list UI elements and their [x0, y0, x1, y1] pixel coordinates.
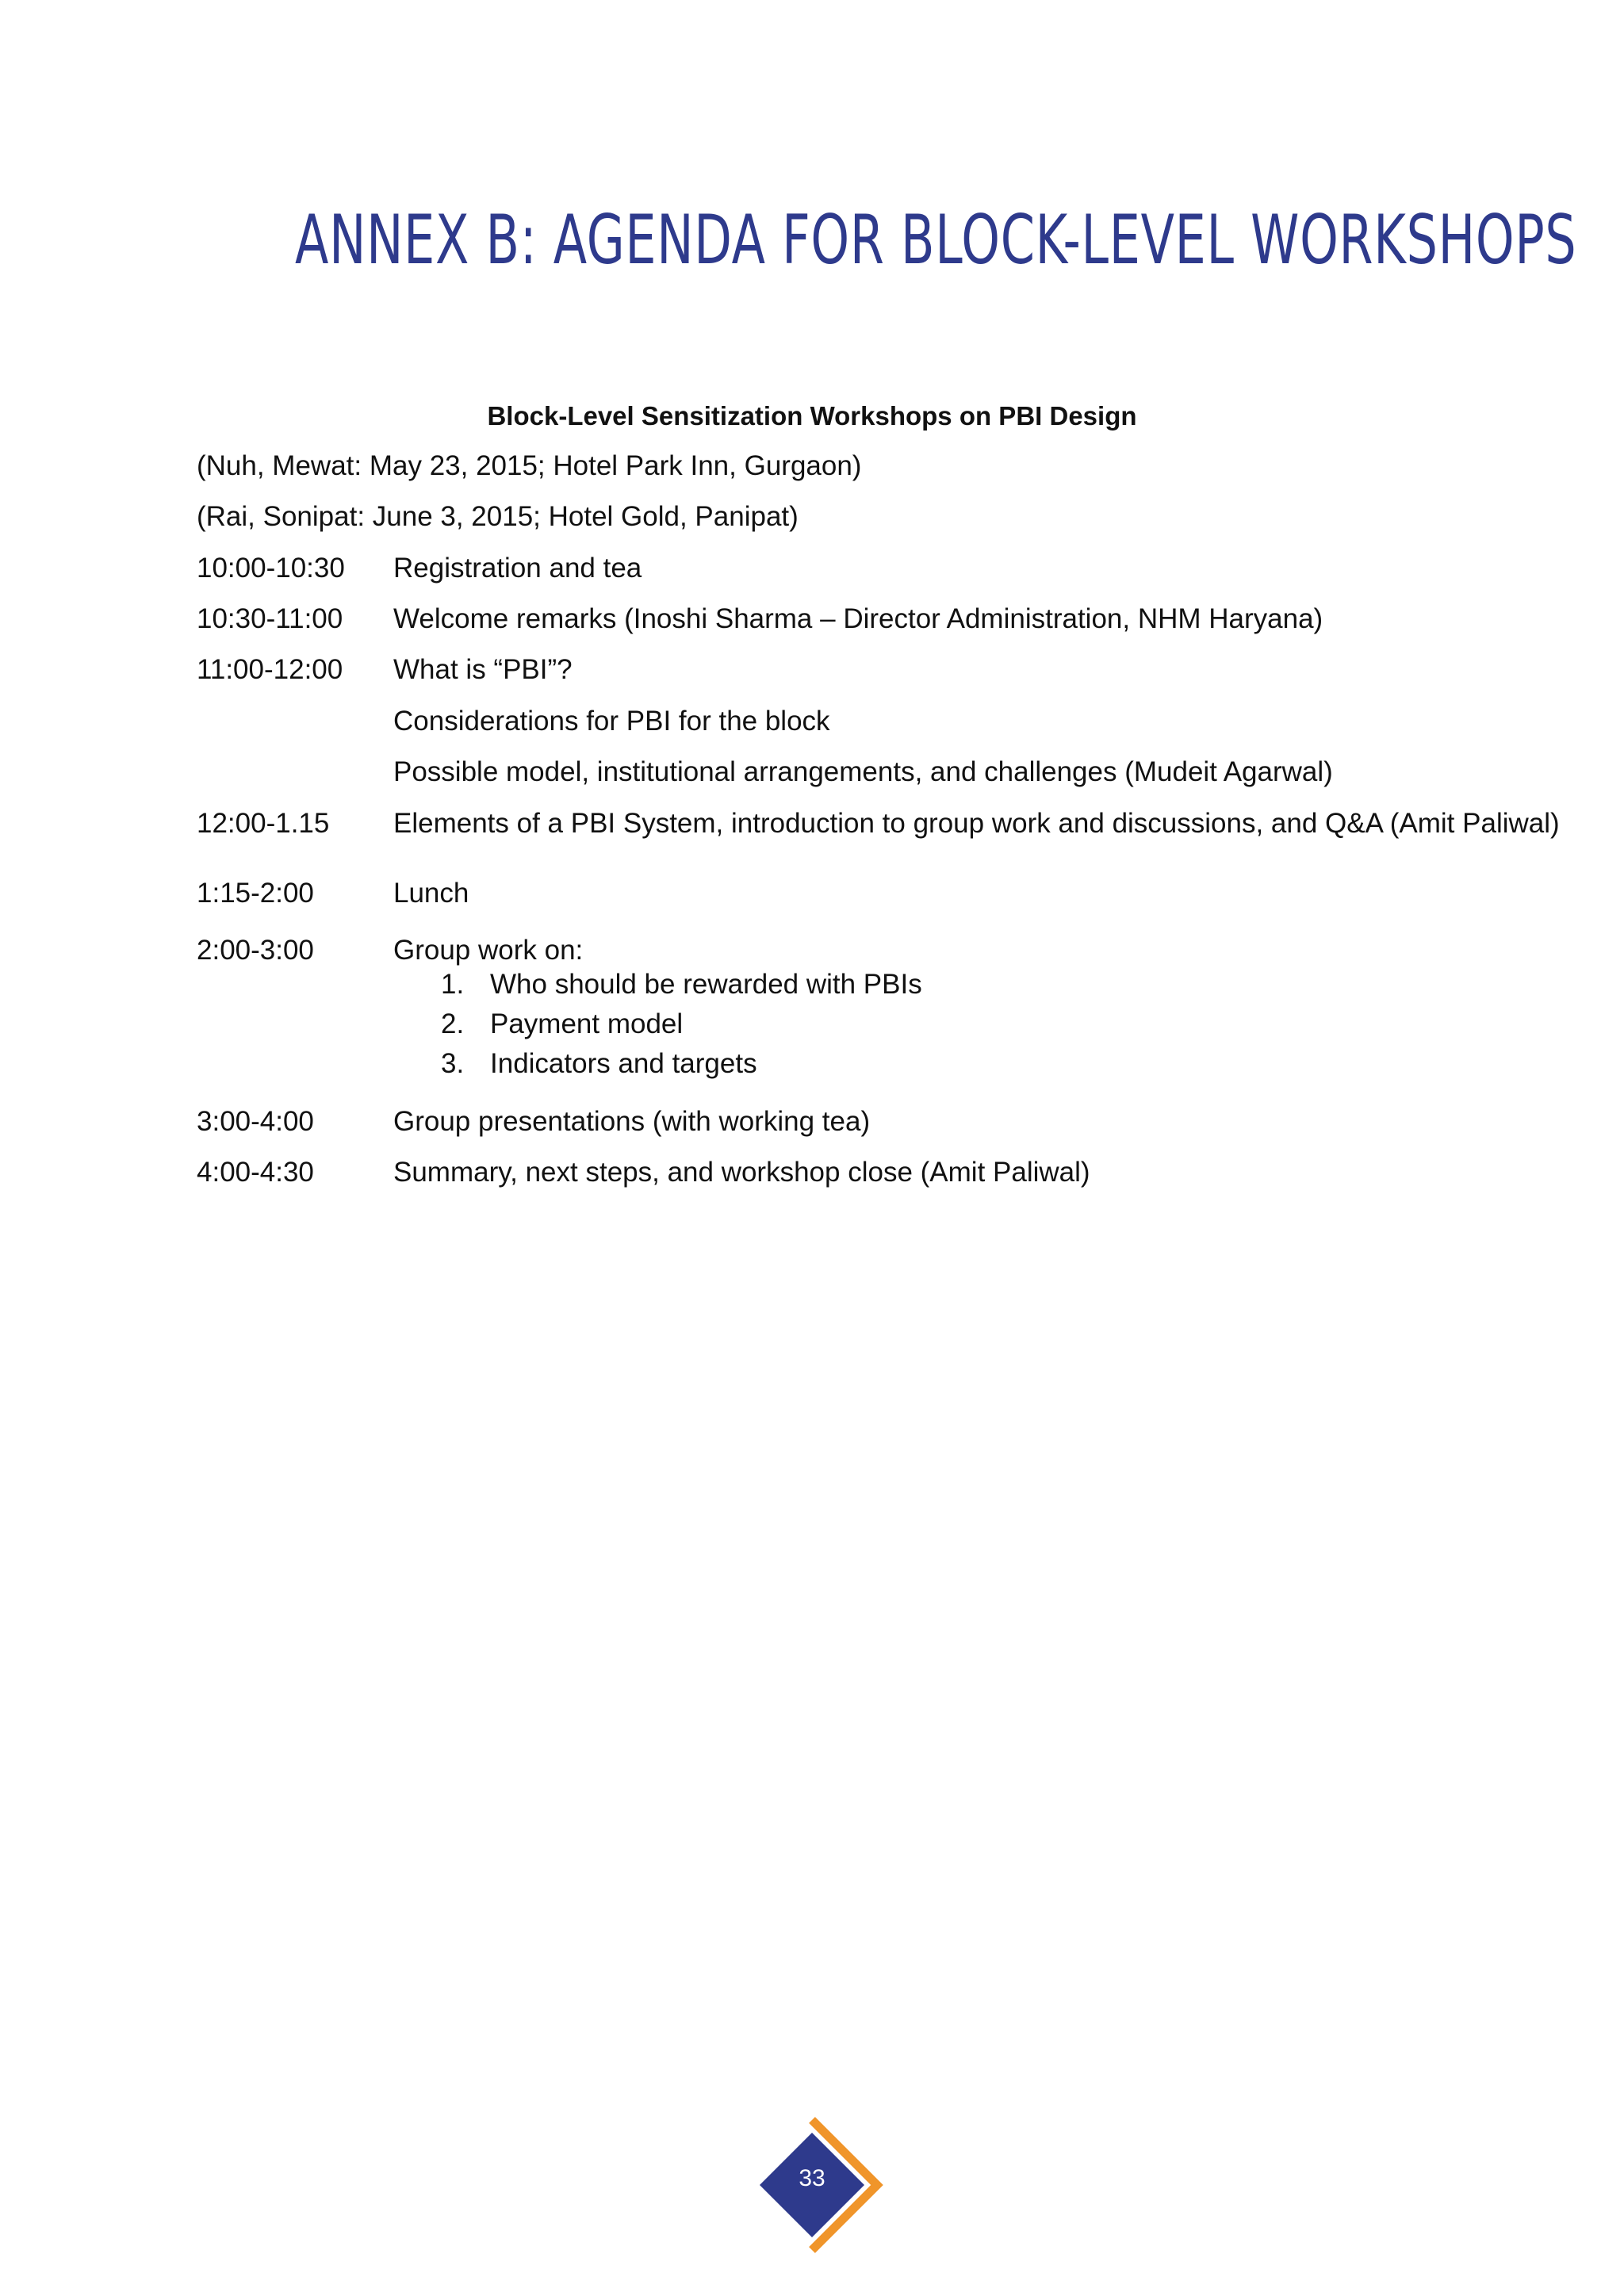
- agenda-time: 10:30-11:00: [197, 603, 343, 634]
- venue-line-1: (Nuh, Mewat: May 23, 2015; Hotel Park Inn, Gurgaon): [197, 450, 862, 481]
- venue-line-2: (Rai, Sonipat: June 3, 2015; Hotel Gold, Panipat): [197, 501, 799, 532]
- agenda-description: Welcome remarks (Inoshi Sharma – Director Administration, NHM Haryana): [393, 603, 1323, 634]
- agenda-time: 11:00-12:00: [197, 654, 343, 685]
- list-number: 2.: [441, 1008, 465, 1039]
- agenda-description: Lunch: [393, 878, 469, 909]
- agenda-time: 3:00-4:00: [197, 1106, 314, 1137]
- agenda-description: What is “PBI”?: [393, 654, 573, 685]
- agenda-time: 2:00-3:00: [197, 935, 314, 966]
- agenda-description: Elements of a PBI System, introduction to group work and discussions, and Q&A (Amit Paliwal): [393, 808, 1560, 839]
- agenda-time: 4:00-4:30: [197, 1157, 314, 1188]
- agenda-description: Summary, next steps, and workshop close (Amit Paliwal): [393, 1157, 1090, 1188]
- agenda-time: 12:00-1.15: [197, 808, 330, 839]
- agenda-description: Registration and tea: [393, 553, 642, 584]
- group-work-item: [441, 967, 922, 1002]
- list-text: Indicators and targets: [490, 1048, 757, 1079]
- agenda-time: 10:00-10:30: [197, 553, 345, 584]
- page-number: 33: [799, 2165, 825, 2191]
- group-work-item: [441, 1047, 757, 1081]
- agenda-subtitle: Block-Level Sensitization Workshops on PBI Design: [487, 401, 1137, 430]
- agenda-description: Group presentations (with working tea): [393, 1106, 871, 1137]
- page-title: ANNEX B: AGENDA FOR BLOCK-LEVEL WORKSHOPS: [295, 201, 1577, 280]
- list-text: Who should be rewarded with PBIs: [490, 969, 922, 1000]
- list-text: Payment model: [490, 1008, 684, 1039]
- group-work-item: [441, 1007, 683, 1042]
- agenda-description: Group work on:: [393, 935, 584, 966]
- list-number: 1.: [441, 969, 465, 1000]
- list-number: 3.: [441, 1048, 465, 1079]
- agenda-description: Considerations for PBI for the block: [393, 706, 830, 737]
- agenda-description: Possible model, institutional arrangements, and challenges (Mudeit Agarwal): [393, 756, 1333, 787]
- agenda-time: 1:15-2:00: [197, 878, 314, 909]
